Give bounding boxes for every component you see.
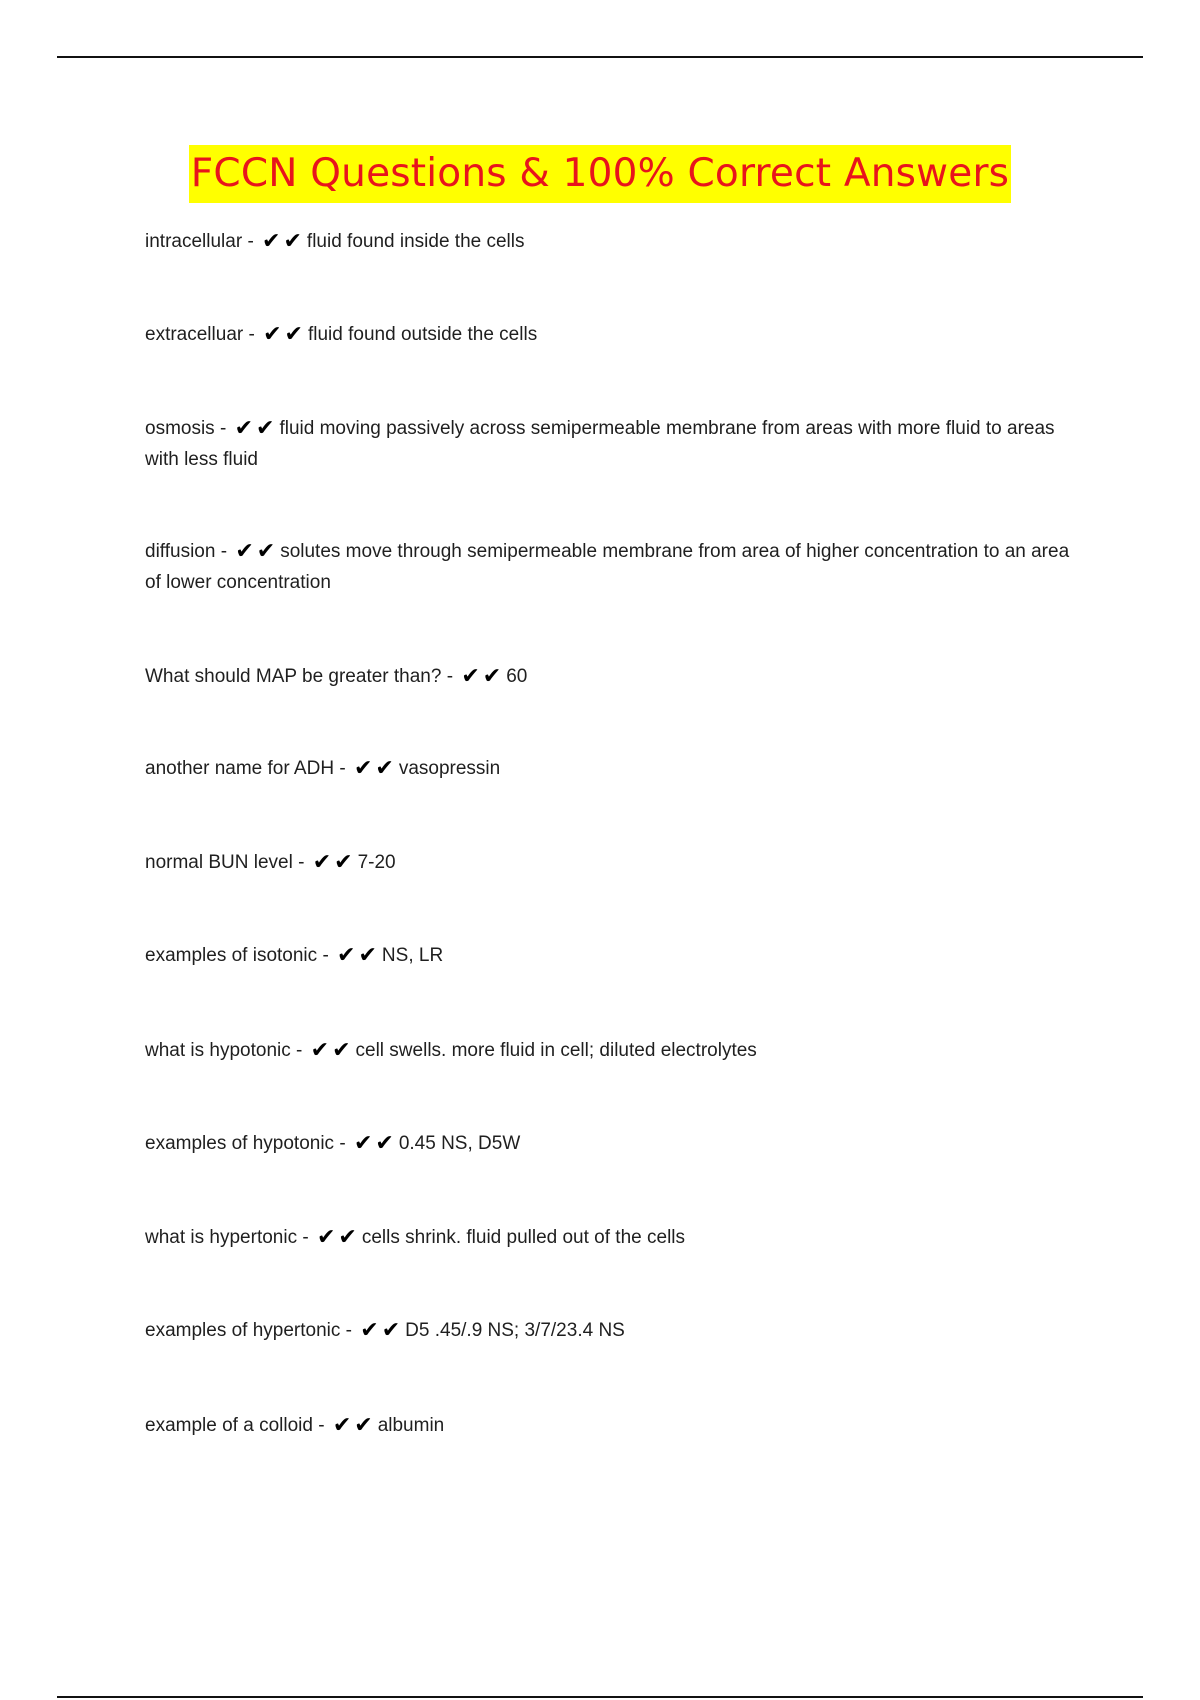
qa-separator: -	[302, 1227, 309, 1248]
header-rule	[57, 56, 1143, 58]
qa-separator: -	[339, 758, 346, 779]
double-check-icon: ✔✔	[332, 1412, 376, 1437]
qa-separator: -	[318, 1415, 325, 1436]
qa-term: what is hypotonic	[145, 1040, 291, 1061]
double-check-icon: ✔✔	[337, 942, 380, 967]
qa-term: osmosis	[145, 418, 215, 439]
qa-answer: cells shrink. fluid pulled out of the cells	[361, 1227, 686, 1248]
qa-term: normal BUN level	[145, 852, 293, 873]
qa-answer: fluid found inside the cells	[306, 231, 525, 252]
qa-term: extracelluar	[145, 324, 244, 345]
qa-item	[145, 1314, 1085, 1346]
double-check-icon: ✔✔	[312, 849, 356, 874]
qa-separator: -	[339, 1133, 346, 1154]
qa-term: example of a colloid	[145, 1415, 313, 1436]
double-check-icon: ✔✔	[235, 538, 279, 563]
title-block	[0, 145, 1200, 203]
qa-separator: -	[298, 852, 305, 873]
qa-item	[145, 1221, 1085, 1253]
qa-item	[145, 225, 1085, 257]
double-check-icon: ✔✔	[234, 415, 278, 440]
qa-separator: -	[322, 945, 329, 966]
double-check-icon: ✔✔	[310, 1037, 354, 1062]
qa-separator: -	[296, 1040, 303, 1061]
qa-answer: vasopressin	[398, 758, 501, 779]
qa-answer: 60	[506, 666, 528, 687]
qa-separator: -	[247, 231, 254, 252]
qa-item	[145, 535, 1085, 598]
qa-term: examples of isotonic	[145, 945, 318, 966]
qa-answer: NS, LR	[381, 945, 444, 966]
qa-answer: fluid moving passively across semipermeable membrane from areas with more fluid to areas with less fluid	[145, 418, 1055, 470]
qa-term: diffusion	[145, 541, 216, 562]
qa-term: examples of hypertonic	[145, 1320, 341, 1341]
qa-term: what is hypertonic	[145, 1227, 298, 1248]
double-check-icon: ✔✔	[353, 755, 397, 780]
qa-term: another name for ADH	[145, 758, 335, 779]
qa-item	[145, 939, 1085, 971]
double-check-icon: ✔✔	[262, 228, 305, 253]
document-title: FCCN Questions & 100% Correct Answers	[189, 145, 1011, 203]
qa-item	[145, 1034, 1085, 1066]
qa-separator: -	[219, 418, 227, 439]
double-check-icon: ✔✔	[316, 1224, 360, 1249]
double-check-icon: ✔✔	[461, 663, 505, 688]
qa-separator: -	[248, 324, 255, 345]
qa-answer: cell swells. more fluid in cell; diluted electrolytes	[355, 1040, 757, 1061]
qa-item	[145, 846, 1085, 878]
qa-separator: -	[446, 666, 454, 687]
double-check-icon: ✔✔	[353, 1130, 397, 1155]
qa-answer: fluid found outside the cells	[307, 324, 538, 345]
double-check-icon: ✔✔	[263, 321, 306, 346]
qa-item	[145, 660, 1085, 692]
qa-answer: 7-20	[357, 852, 396, 873]
qa-answer: 0.45 NS, D5W	[398, 1133, 521, 1154]
qa-term: examples of hypotonic	[145, 1133, 335, 1154]
qa-separator: -	[345, 1320, 352, 1341]
qa-separator: -	[220, 541, 228, 562]
qa-item	[145, 752, 1085, 784]
qa-term: What should MAP be greater than?	[145, 666, 442, 687]
double-check-icon: ✔✔	[360, 1317, 404, 1342]
qa-item	[145, 318, 1085, 350]
qa-answer: solutes move through semipermeable membrane from area of higher concentration to an area of lower concentration	[145, 541, 1070, 593]
qa-item	[145, 1409, 1085, 1441]
qa-item	[145, 1127, 1085, 1159]
qa-item	[145, 412, 1085, 475]
footer-rule	[57, 1696, 1143, 1698]
qa-term: intracellular	[145, 231, 243, 252]
qa-answer: D5 .45/.9 NS; 3/7/23.4 NS	[405, 1320, 625, 1341]
qa-answer: albumin	[377, 1415, 445, 1436]
